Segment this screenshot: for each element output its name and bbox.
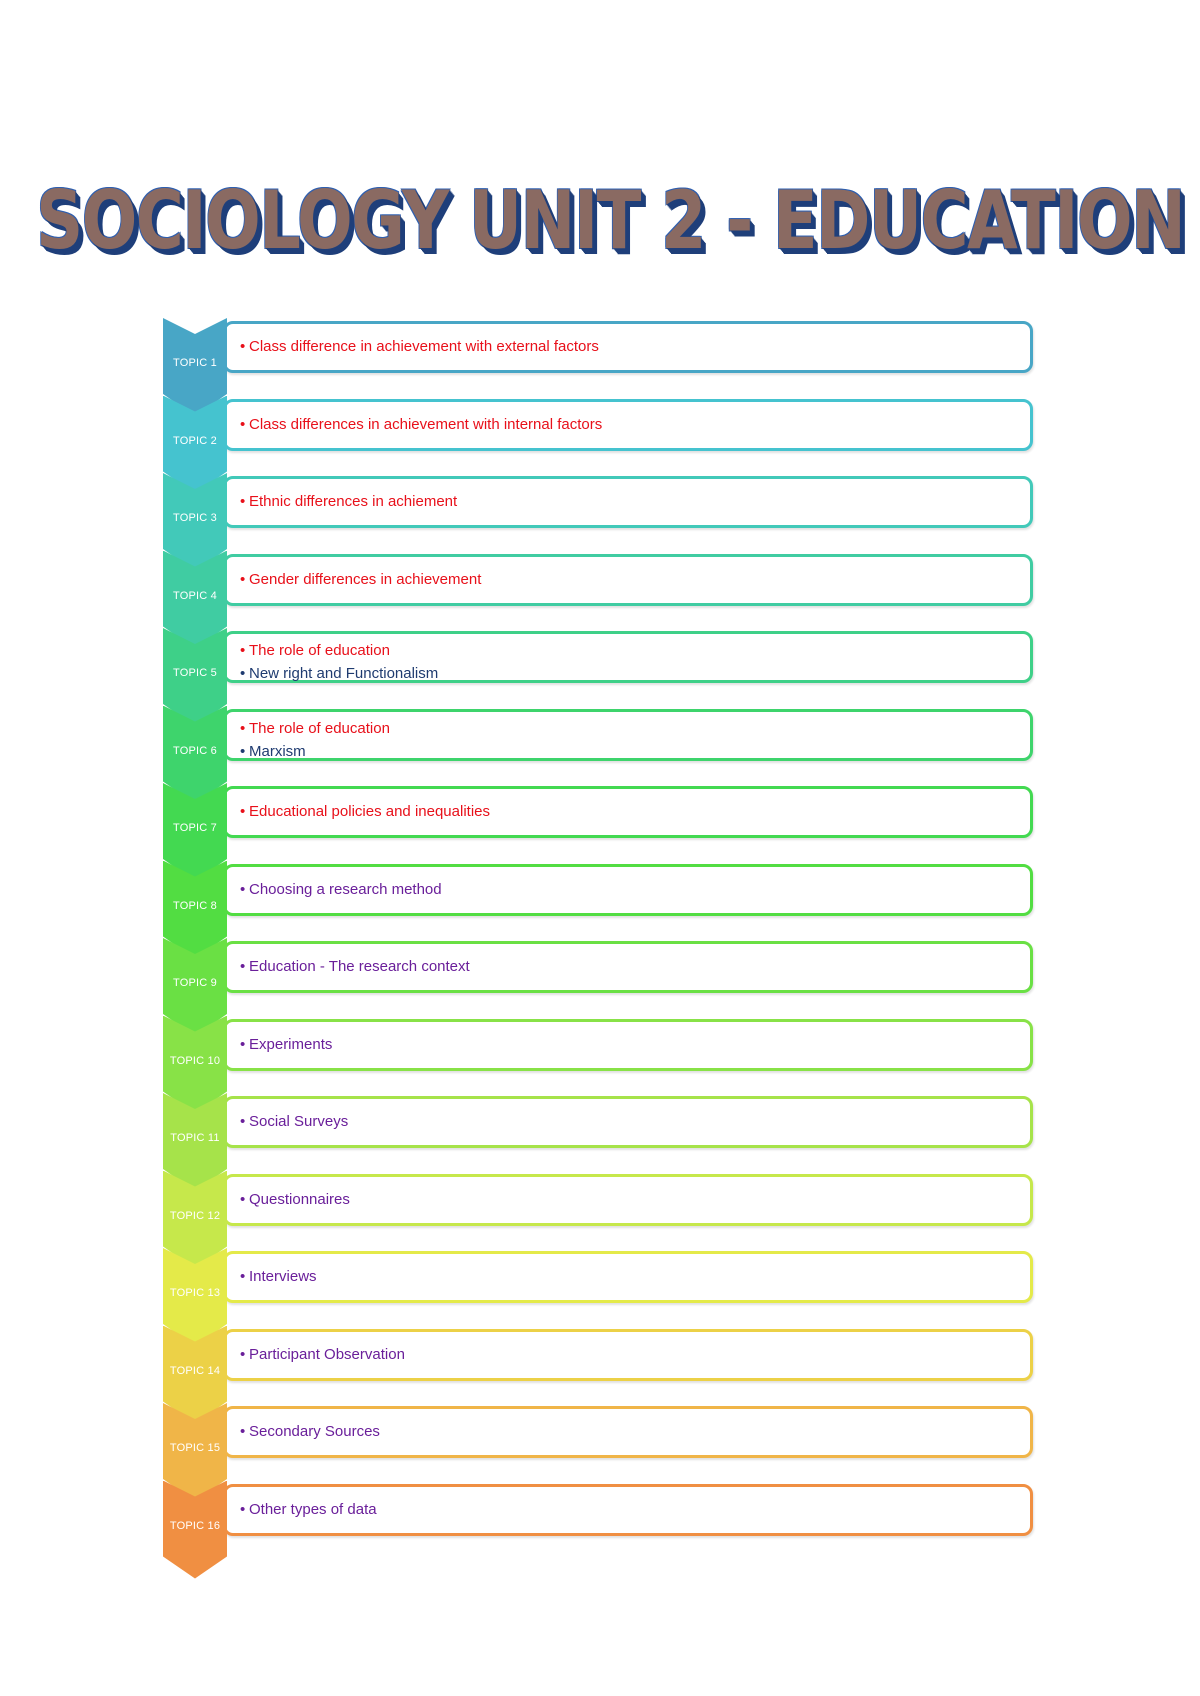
topic-box: [223, 786, 1033, 838]
topic-bullet-text: Class difference in achievement with external factors: [249, 338, 599, 355]
topic-label: TOPIC 9: [173, 977, 217, 989]
bullet-dot-icon: •: [240, 415, 246, 433]
topic-label: TOPIC 2: [173, 434, 217, 447]
bullet-dot-icon: •: [240, 1035, 246, 1053]
topic-label: TOPIC 4: [173, 589, 217, 602]
topic-label: TOPIC 13: [169, 1287, 221, 1299]
topic-bullet-list: [240, 639, 438, 685]
topic-box: [223, 941, 1033, 993]
topic-bullet: [240, 413, 602, 436]
topic-bullet: [240, 568, 481, 591]
topic-bullet: [240, 1420, 380, 1443]
bullet-dot-icon: •: [240, 493, 246, 510]
bullet-dot-icon: •: [240, 570, 246, 588]
topic-label: TOPIC 3: [173, 512, 217, 524]
topic-label: TOPIC 14: [169, 1364, 221, 1377]
topic-label: TOPIC 15: [169, 1442, 221, 1454]
topic-bullet: [240, 662, 438, 685]
topic-bullet: [240, 490, 457, 513]
topic-bullet-text: The role of education: [249, 719, 390, 737]
topic-bullet-text: Social Surveys: [249, 1113, 349, 1130]
topic-label: TOPIC 16: [169, 1519, 221, 1532]
topic-bullet-list: [240, 562, 481, 591]
topic-box: [223, 1329, 1033, 1381]
bullet-dot-icon: •: [240, 642, 246, 659]
topic-bullet-text: Class differences in achievement with internal factors: [249, 415, 603, 433]
topic-box: [223, 476, 1033, 528]
topic-box: [223, 1096, 1033, 1148]
topic-label: TOPIC 1: [173, 357, 217, 369]
topic-bullet-list: [240, 1104, 348, 1133]
topic-bullet: [240, 878, 442, 901]
topic-bullet-text: Experiments: [249, 1035, 333, 1053]
topic-label: TOPIC 5: [173, 667, 217, 679]
topic-bullet-list: [240, 949, 470, 978]
document-title: SOCIOLOGY UNIT 2 - EDUCATION: [35, 173, 1185, 267]
topic-bullet-list: [240, 872, 442, 901]
topic-label: TOPIC 11: [170, 1132, 220, 1144]
bullet-dot-icon: •: [240, 880, 246, 898]
topic-bullet-text: Participant Observation: [249, 1345, 405, 1363]
topic-label: TOPIC 10: [169, 1054, 221, 1067]
bullet-dot-icon: •: [240, 665, 246, 682]
topic-bullet: [240, 1265, 317, 1288]
bullet-dot-icon: •: [240, 1423, 246, 1440]
topic-row: [163, 1481, 1045, 1579]
topic-bullet: [240, 800, 490, 823]
bullet-dot-icon: •: [240, 742, 246, 760]
topic-bullet-text: Secondary Sources: [249, 1423, 380, 1440]
topic-bullet-text: Choosing a research method: [249, 880, 442, 898]
topic-bullet-list: [240, 329, 599, 358]
topic-label: TOPIC 8: [173, 899, 217, 912]
topic-box: [223, 1406, 1033, 1458]
topic-bullet: [240, 335, 599, 358]
topic-bullet-list: [240, 1259, 317, 1288]
topic-bullet: [240, 740, 390, 763]
topic-bullet: [240, 1343, 405, 1366]
topic-bullet-list: [240, 1182, 350, 1211]
topic-label: TOPIC 6: [173, 744, 217, 757]
topic-box: [223, 1174, 1033, 1226]
topic-bullet-text: Marxism: [249, 742, 306, 760]
topic-bullet-list: [240, 1337, 405, 1366]
topic-box: [223, 321, 1033, 373]
topic-bullet: [240, 717, 390, 740]
topic-bullet: [240, 1188, 350, 1211]
topic-box: [223, 1251, 1033, 1303]
topic-bullet-text: Other types of data: [249, 1500, 377, 1518]
topic-box: [223, 399, 1033, 451]
topic-bullet: [240, 955, 470, 978]
topic-bullet-text: Ethnic differences in achiement: [249, 493, 458, 510]
topic-bullet-text: Education - The research context: [249, 958, 470, 975]
topic-box: [223, 709, 1033, 761]
topic-box: [223, 631, 1033, 683]
topic-bullet-list: [240, 1492, 377, 1521]
topic-bullet: [240, 639, 438, 662]
topic-box: [223, 1484, 1033, 1536]
topic-box: [223, 554, 1033, 606]
topic-bullet: [240, 1498, 377, 1521]
topic-bullet-text: Educational policies and inequalities: [249, 803, 490, 820]
bullet-dot-icon: •: [240, 1268, 246, 1285]
topic-bullet: [240, 1110, 348, 1133]
topic-bullet-list: [240, 484, 457, 513]
topic-bullet: [240, 1033, 332, 1056]
topic-box: [223, 864, 1033, 916]
bullet-dot-icon: •: [240, 1113, 246, 1130]
bullet-dot-icon: •: [240, 958, 246, 975]
topic-bullet-text: Questionnaires: [249, 1190, 350, 1208]
topic-bullet-text: The role of education: [249, 642, 390, 659]
bullet-dot-icon: •: [240, 719, 246, 737]
topic-bullet-list: [240, 794, 490, 823]
topic-bullet-text: New right and Functionalism: [249, 665, 439, 682]
topic-bullet-list: [240, 407, 602, 436]
topic-bullet-text: Interviews: [249, 1268, 317, 1285]
bullet-dot-icon: •: [240, 1345, 246, 1363]
bullet-dot-icon: •: [240, 338, 246, 355]
topic-box: [223, 1019, 1033, 1071]
topic-label: TOPIC 12: [169, 1209, 221, 1222]
topic-bullet-text: Gender differences in achievement: [249, 570, 482, 588]
topic-label: TOPIC 7: [173, 822, 217, 834]
topic-bullet-list: [240, 1027, 332, 1056]
bullet-dot-icon: •: [240, 803, 246, 820]
topic-bullet-list: [240, 717, 390, 763]
topic-bullet-list: [240, 1414, 380, 1443]
bullet-dot-icon: •: [240, 1190, 246, 1208]
bullet-dot-icon: •: [240, 1500, 246, 1518]
